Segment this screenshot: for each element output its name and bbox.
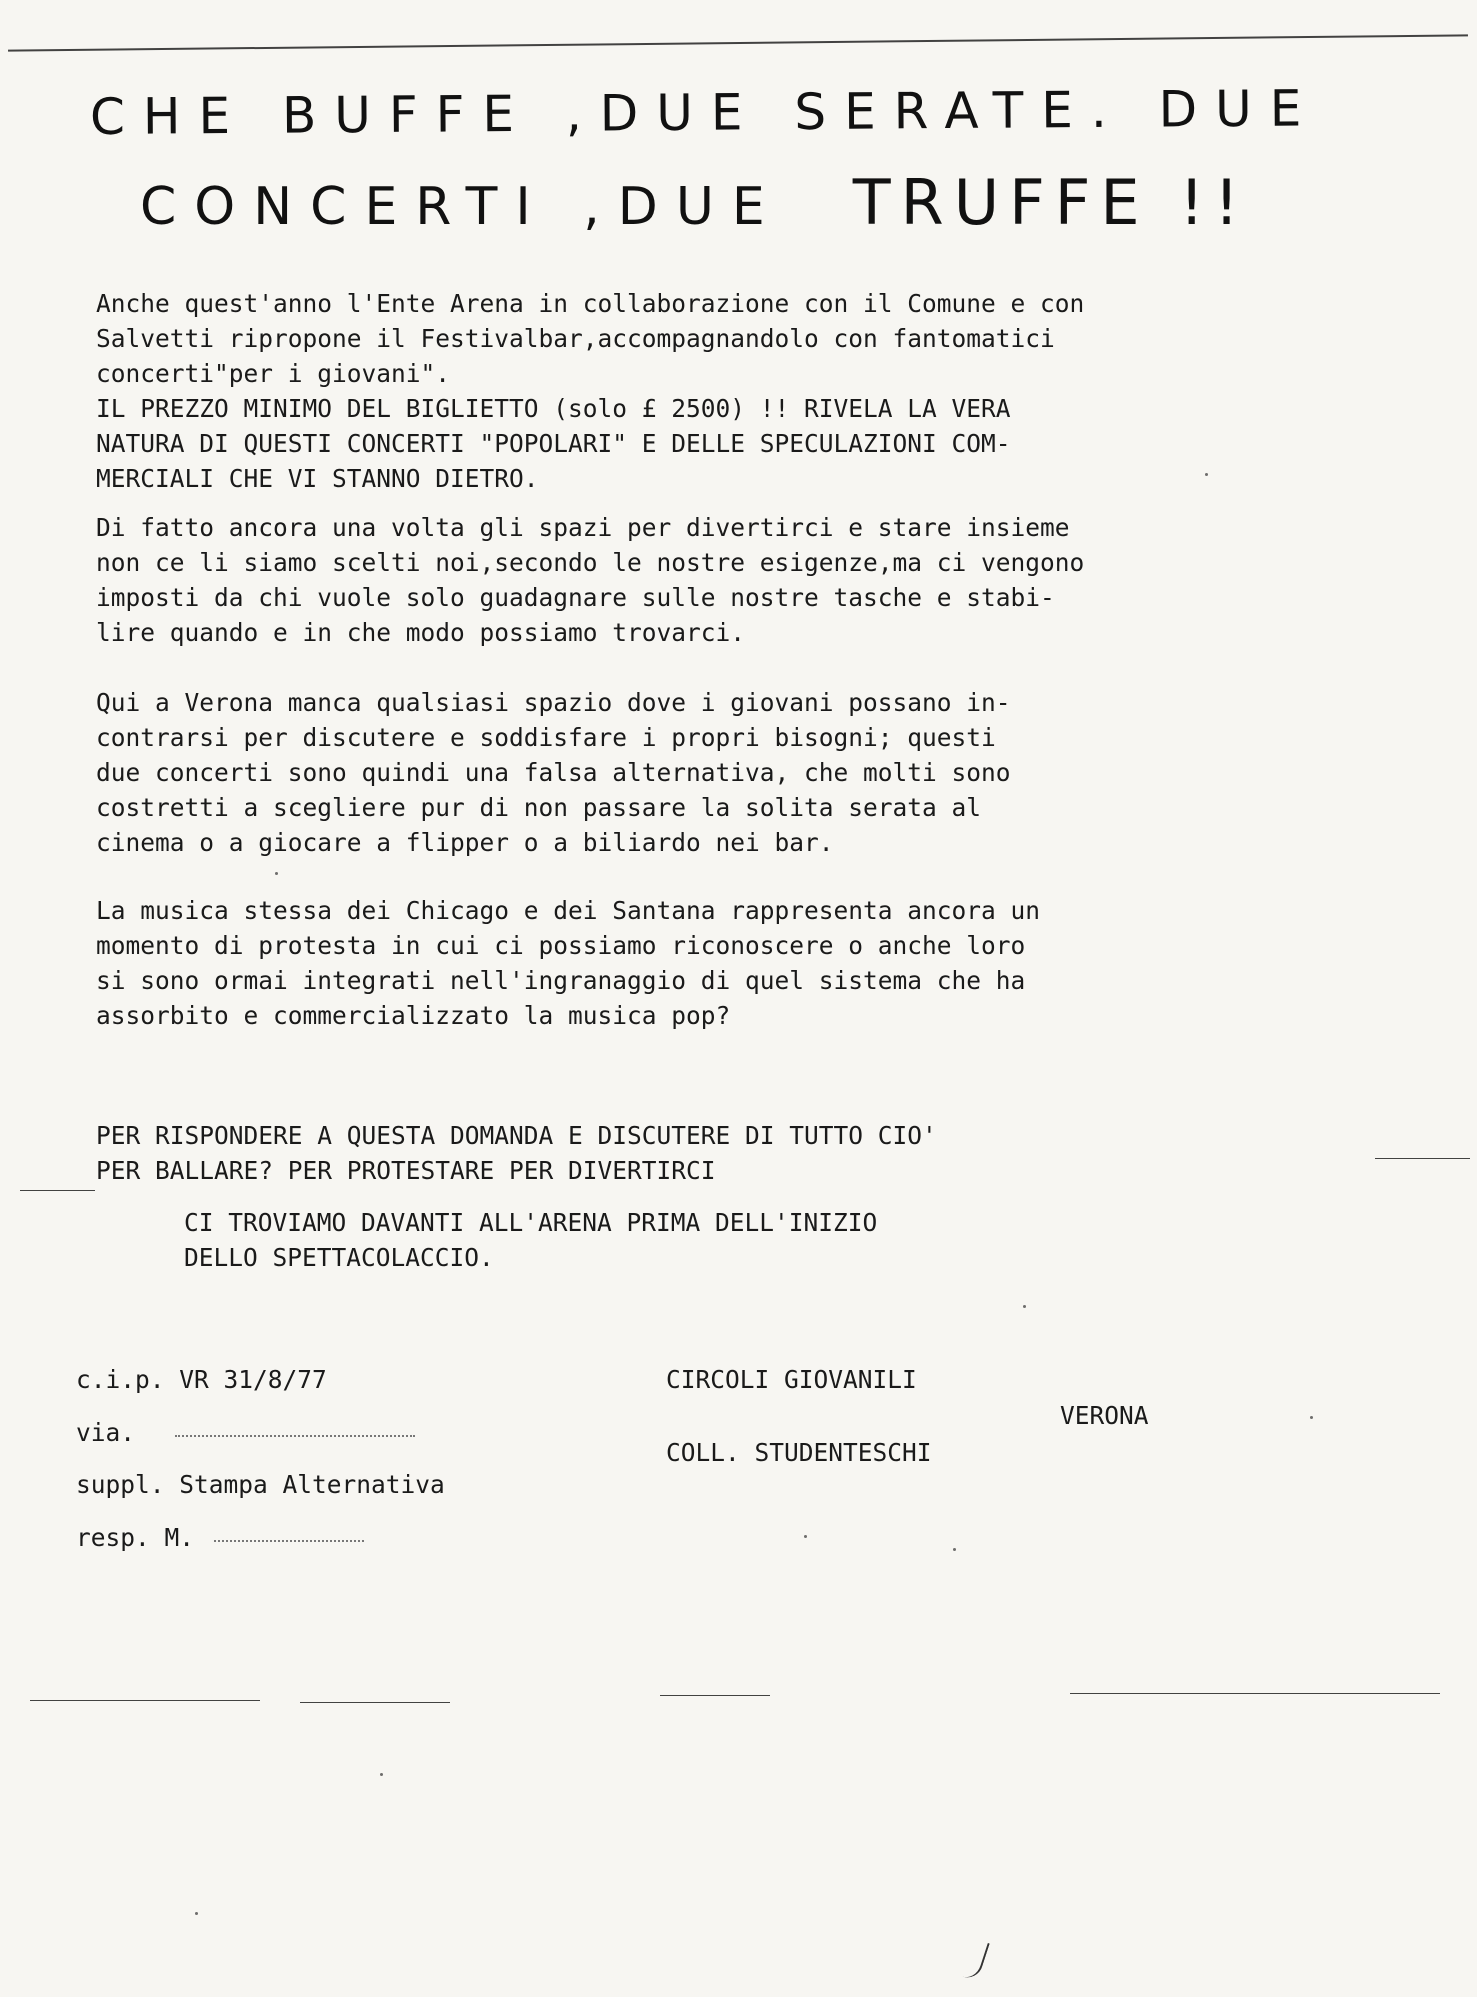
speck xyxy=(195,1912,198,1915)
colophon-via xyxy=(76,1415,415,1450)
signature-city: VERONA xyxy=(1060,1401,1149,1430)
signature-circoli: CIRCOLI GIOVANILI xyxy=(666,1365,917,1394)
speck xyxy=(380,1773,383,1776)
paragraph-appuntamento: CI TROVIAMO DAVANTI ALL'ARENA PRIMA DELL'INIZIO DELLO SPETTACOLACCIO. xyxy=(184,1208,878,1272)
colophon-supplement: suppl. Stampa Alternativa xyxy=(76,1470,445,1499)
paragraph-spazi: Di fatto ancora una volta gli spazi per divertirci e stare insieme non ce li siamo scelti noi,secondo le nostre esigenze,ma ci vengono imposti da chi vuole solo guadagnare sulle nostre tasche e stabi- lire quando e in che modo possiamo trovarci. xyxy=(96,513,1085,647)
paragraph-festivalbar: Anche quest'anno l'Ente Arena in collaborazione con il Comune e con Salvetti ripropone il Festivalbar,accompagnandolo con fantomatici concerti"per i giovani". IL PREZZO MINIMO DEL BIGLIETTO (solo £ 2500) !! RIVELA LA VERA NATURA DI QUESTI CONCERTI "POPOLARI" E DELLE SPECULAZIONI COM- MERCIALI CHE VI STANNO DIETRO. xyxy=(96,289,1085,493)
pen-stroke-mark xyxy=(962,1939,990,1982)
cut-line-1 xyxy=(30,1700,260,1701)
speck xyxy=(1310,1416,1313,1419)
top-edge-line xyxy=(8,34,1468,51)
colophon-resp-label: resp. M. xyxy=(76,1523,195,1552)
headline-line-2 xyxy=(140,166,1249,239)
speck xyxy=(953,1548,956,1551)
paragraph-verona: Qui a Verona manca qualsiasi spazio dove i giovani possano in- contrarsi per discutere e soddisfare i propri bisogni; questi due concerti sono quindi una falsa alternativa, che molti sono costretti a scegliere pur di non passare la solita serata al cinema o a giocare a flipper o a biliardo nei bar. xyxy=(96,688,1011,857)
colophon-via-label: via. xyxy=(76,1418,136,1447)
headline-emphasis: TRUFFE !! xyxy=(852,166,1250,239)
redacted-address xyxy=(175,1431,415,1437)
speck xyxy=(1023,1305,1026,1308)
fold-mark-left xyxy=(20,1190,95,1191)
colophon-cip: c.i.p. VR 31/8/77 xyxy=(76,1365,327,1394)
speck xyxy=(275,872,278,875)
cut-line-4 xyxy=(1070,1693,1440,1694)
signature-collettivi: COLL. STUDENTESCHI xyxy=(666,1438,932,1467)
cut-line-2 xyxy=(300,1702,450,1703)
redacted-name xyxy=(214,1536,364,1542)
headline-line-2-prefix: CONCERTI ,DUE xyxy=(140,177,783,237)
paragraph-musica: La musica stessa dei Chicago e dei Santana rappresenta ancora un momento di protesta in cui ci possiamo riconoscere o anche loro si sono ormai integrati nell'ingranaggio di quel sistema che ha assorbito e commercializzato la musica pop? xyxy=(96,896,1041,1030)
cut-line-3 xyxy=(660,1695,770,1696)
fold-mark-right xyxy=(1375,1158,1470,1159)
headline-line-1: CHE BUFFE ,DUE SERATE. DUE xyxy=(89,79,1320,146)
speck xyxy=(804,1535,807,1538)
paragraph-domanda: PER RISPONDERE A QUESTA DOMANDA E DISCUTERE DI TUTTO CIO' PER BALLARE? PER PROTESTARE PER DIVERTIRCI xyxy=(96,1121,937,1185)
colophon-resp xyxy=(76,1520,364,1555)
